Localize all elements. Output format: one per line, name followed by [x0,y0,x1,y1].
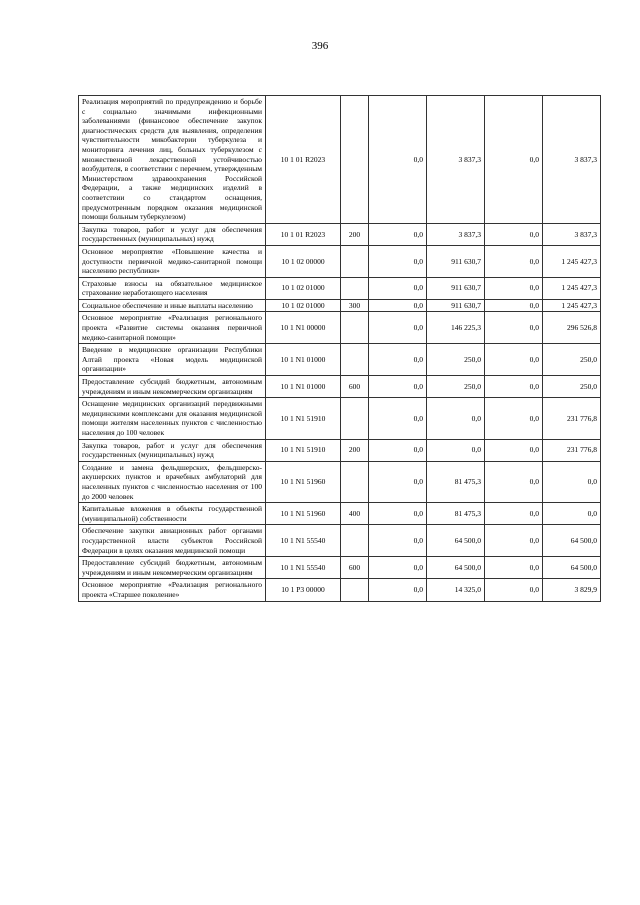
amount-cell-1: 0,0 [369,376,427,398]
target-code-cell: 10 1 N1 51960 [266,461,341,502]
target-code-cell: 10 1 N1 51910 [266,439,341,461]
target-code-cell: 10 1 N1 51960 [266,503,341,525]
amount-cell-1: 0,0 [369,461,427,502]
amount-cell-2: 146 225,3 [427,312,485,344]
amount-cell-2: 64 500,0 [427,557,485,579]
expense-type-cell [341,312,369,344]
amount-cell-1: 0,0 [369,557,427,579]
amount-cell-2: 0,0 [427,398,485,439]
amount-cell-1: 0,0 [369,579,427,601]
target-code-cell: 10 1 N1 55540 [266,525,341,557]
amount-cell-3: 0,0 [485,277,543,299]
amount-cell-1: 0,0 [369,525,427,557]
target-code-cell: 10 1 N1 01000 [266,344,341,376]
row-name-cell: Закупка товаров, работ и услуг для обеспечения государственных (муниципальных) нужд [79,223,266,245]
row-name-cell: Обеспечение закупки авиационных работ органами государственной власти субъектов Российской Федерации в целях оказания медицинской помощи [79,525,266,557]
amount-cell-1: 0,0 [369,398,427,439]
amount-cell-3: 0,0 [485,557,543,579]
amount-cell-3: 0,0 [485,461,543,502]
expense-type-cell [341,245,369,277]
amount-cell-1: 0,0 [369,439,427,461]
table-row [79,376,601,398]
amount-cell-3: 0,0 [485,312,543,344]
amount-cell-4: 64 500,0 [543,525,601,557]
target-code-cell: 10 1 P3 00000 [266,579,341,601]
amount-cell-4: 1 245 427,3 [543,277,601,299]
expense-type-cell: 200 [341,439,369,461]
row-name-cell: Страховые взносы на обязательное медицинское страхование неработающего населения [79,277,266,299]
expense-type-cell [341,461,369,502]
row-name-cell: Введение в медицинские организации Республики Алтай проекта «Новая модель медицинской организации» [79,344,266,376]
row-name-cell: Закупка товаров, работ и услуг для обеспечения государственных (муниципальных) нужд [79,439,266,461]
amount-cell-4: 231 776,8 [543,398,601,439]
amount-cell-2: 911 630,7 [427,277,485,299]
amount-cell-2: 3 837,3 [427,223,485,245]
amount-cell-4: 250,0 [543,376,601,398]
table-row [79,503,601,525]
amount-cell-1: 0,0 [369,299,427,312]
amount-cell-3: 0,0 [485,245,543,277]
row-name-cell: Реализация мероприятий по предупреждению и борьбе с социально значимыми инфекционными заболеваниями (финансовое обеспечение закупок диагностических средств для выявления, определения чувствительности микобактерии туберкулеза и мониторинга лечения лиц, больных туберкулезом с множественной лекарственной устойчивостью возбудителя, в соответствии с перечнем, утвержденным Министерством здравоохранения Российской Федерации, а также медицинских изделий в соответствии со стандартом оснащения, предусмотренным порядком оказания медицинской помощи больным туберкулезом) [79,96,266,224]
expense-type-cell [341,525,369,557]
amount-cell-4: 250,0 [543,344,601,376]
amount-cell-2: 911 630,7 [427,299,485,312]
target-code-cell: 10 1 N1 01000 [266,376,341,398]
target-code-cell: 10 1 01 R2023 [266,96,341,224]
amount-cell-4: 0,0 [543,461,601,502]
row-name-cell: Капитальные вложения в объекты государственной (муниципальной) собственности [79,503,266,525]
amount-cell-1: 0,0 [369,96,427,224]
amount-cell-3: 0,0 [485,579,543,601]
amount-cell-2: 250,0 [427,344,485,376]
amount-cell-4: 3 837,3 [543,223,601,245]
amount-cell-1: 0,0 [369,245,427,277]
amount-cell-3: 0,0 [485,439,543,461]
expense-type-cell: 600 [341,557,369,579]
expense-type-cell: 400 [341,503,369,525]
amount-cell-2: 64 500,0 [427,525,485,557]
amount-cell-4: 3 829,9 [543,579,601,601]
expense-type-cell [341,96,369,224]
expense-type-cell [341,277,369,299]
table-row [79,312,601,344]
table-row [79,96,601,224]
expense-type-cell: 600 [341,376,369,398]
table-row [79,439,601,461]
row-name-cell: Создание и замена фельдшерских, фельдшерско-акушерских пунктов и врачебных амбулаторий для населенных пунктов с численностью населения от 100 до 2000 человек [79,461,266,502]
table-row [79,277,601,299]
table-row [79,525,601,557]
expense-type-cell [341,398,369,439]
amount-cell-3: 0,0 [485,503,543,525]
expense-type-cell: 300 [341,299,369,312]
amount-cell-2: 81 475,3 [427,461,485,502]
table-row [79,245,601,277]
amount-cell-1: 0,0 [369,223,427,245]
amount-cell-2: 0,0 [427,439,485,461]
amount-cell-3: 0,0 [485,299,543,312]
amount-cell-1: 0,0 [369,277,427,299]
row-name-cell: Предоставление субсидий бюджетным, автономным учреждениям и иным некоммерческим организациям [79,557,266,579]
amount-cell-4: 64 500,0 [543,557,601,579]
expense-type-cell: 200 [341,223,369,245]
amount-cell-2: 14 325,0 [427,579,485,601]
target-code-cell: 10 1 N1 51910 [266,398,341,439]
table-row [79,299,601,312]
row-name-cell: Основное мероприятие «Повышение качества и доступности первичной медико-санитарной помощи населению республики» [79,245,266,277]
amount-cell-4: 0,0 [543,503,601,525]
amount-cell-3: 0,0 [485,223,543,245]
expense-type-cell [341,579,369,601]
table-row [79,223,601,245]
amount-cell-4: 3 837,3 [543,96,601,224]
target-code-cell: 10 1 02 01000 [266,277,341,299]
target-code-cell: 10 1 02 00000 [266,245,341,277]
row-name-cell: Социальное обеспечение и иные выплаты населению [79,299,266,312]
amount-cell-4: 1 245 427,3 [543,245,601,277]
amount-cell-4: 1 245 427,3 [543,299,601,312]
amount-cell-1: 0,0 [369,503,427,525]
amount-cell-3: 0,0 [485,96,543,224]
amount-cell-2: 3 837,3 [427,96,485,224]
row-name-cell: Основное мероприятие «Реализация регионального проекта «Развитие системы оказания первичной медико-санитарной помощи» [79,312,266,344]
row-name-cell: Предоставление субсидий бюджетным, автономным учреждениям и иным некоммерческим организациям [79,376,266,398]
amount-cell-2: 911 630,7 [427,245,485,277]
amount-cell-1: 0,0 [369,344,427,376]
target-code-cell: 10 1 02 01000 [266,299,341,312]
amount-cell-3: 0,0 [485,525,543,557]
amount-cell-2: 81 475,3 [427,503,485,525]
table-row [79,461,601,502]
target-code-cell: 10 1 N1 55540 [266,557,341,579]
amount-cell-3: 0,0 [485,376,543,398]
table-row [79,344,601,376]
target-code-cell: 10 1 N1 00000 [266,312,341,344]
budget-table [78,95,601,602]
amount-cell-1: 0,0 [369,312,427,344]
table-row [79,557,601,579]
table-row [79,579,601,601]
amount-cell-2: 250,0 [427,376,485,398]
amount-cell-4: 296 526,8 [543,312,601,344]
row-name-cell: Основное мероприятие «Реализация регионального проекта «Старшее поколение» [79,579,266,601]
table-row [79,398,601,439]
row-name-cell: Оснащение медицинских организаций передвижными медицинскими комплексами для оказания медицинской помощи жителям населенных пунктов с численностью населения до 100 человек [79,398,266,439]
amount-cell-3: 0,0 [485,398,543,439]
amount-cell-4: 231 776,8 [543,439,601,461]
amount-cell-3: 0,0 [485,344,543,376]
target-code-cell: 10 1 01 R2023 [266,223,341,245]
expense-type-cell [341,344,369,376]
page-number: 396 [311,40,329,52]
